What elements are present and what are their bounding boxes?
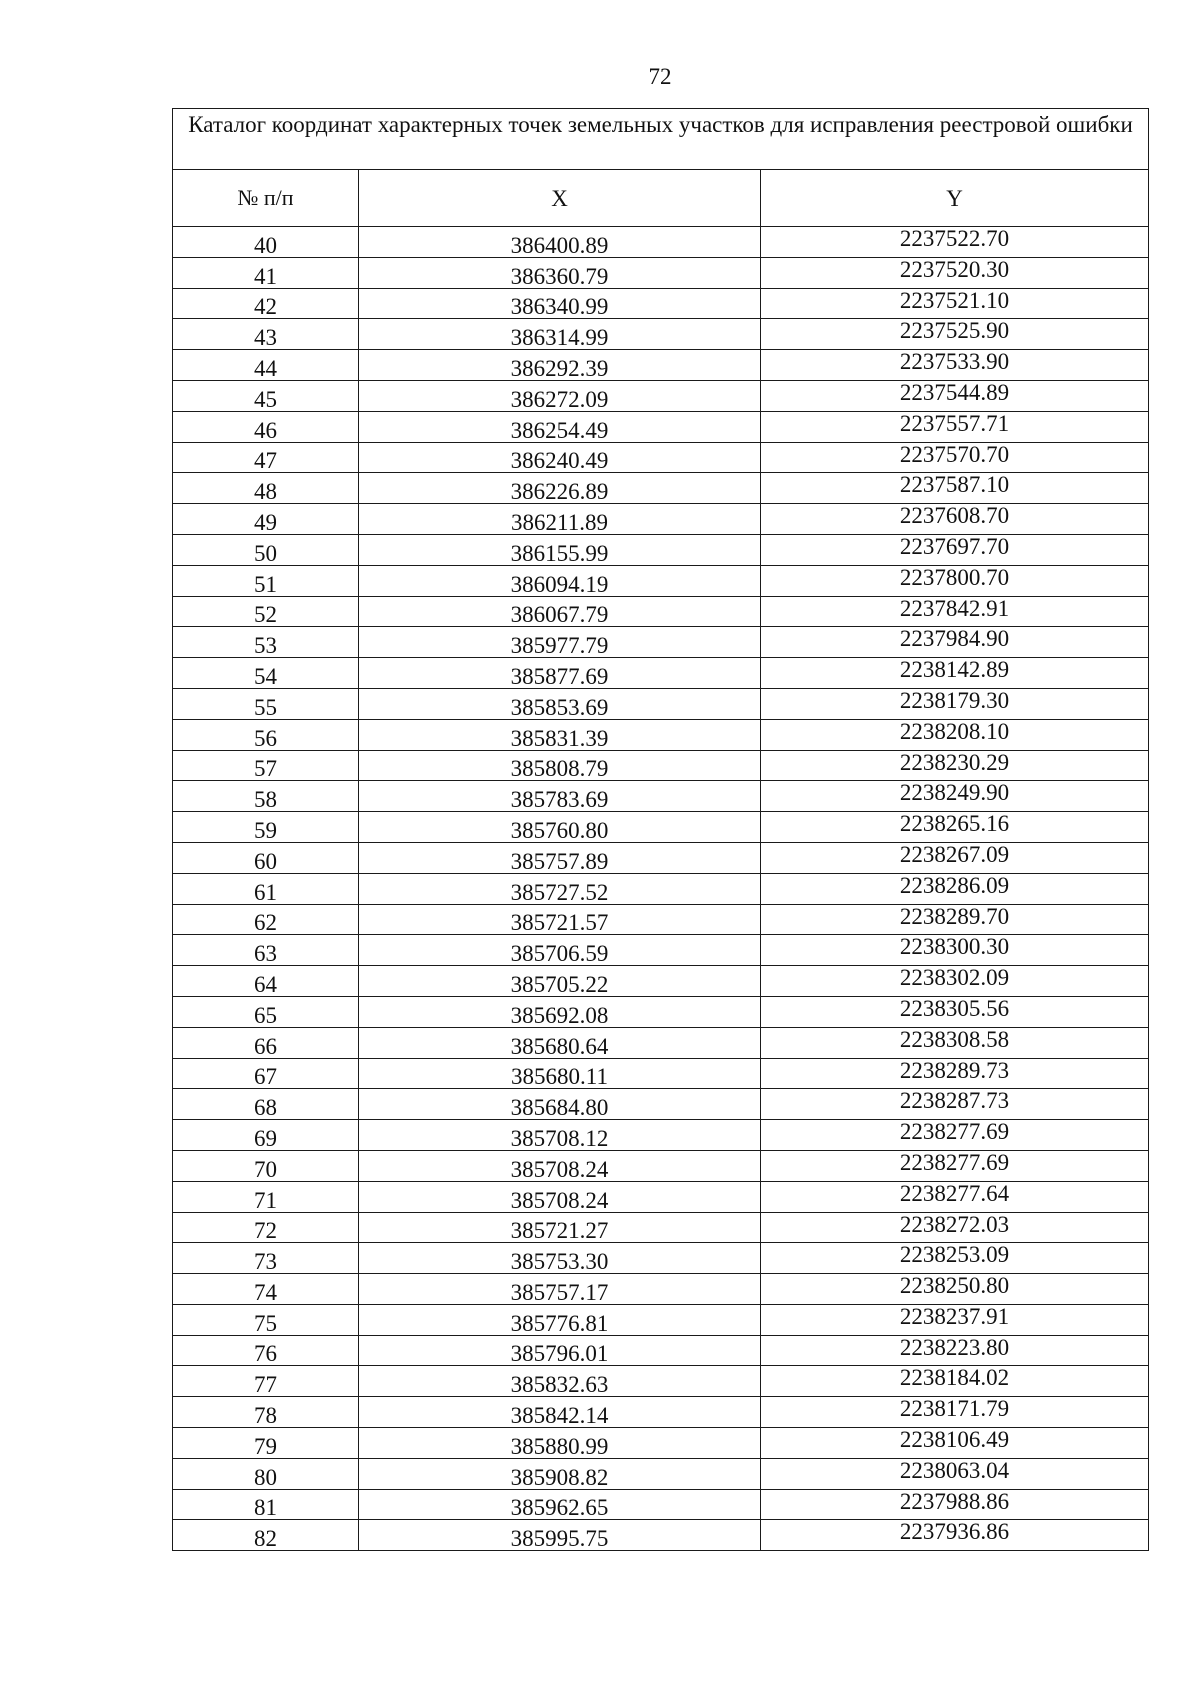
- x-coordinate-cell: 385684.80: [359, 1089, 761, 1120]
- point-number-cell: 59: [173, 812, 359, 843]
- x-coordinate-cell: 385853.69: [359, 688, 761, 719]
- column-header-number: № п/п: [173, 170, 359, 227]
- table-row: [173, 1120, 1149, 1151]
- table-row: [173, 935, 1149, 966]
- table-row: [173, 380, 1149, 411]
- x-coordinate-cell: 386094.19: [359, 565, 761, 596]
- point-number-cell: 63: [173, 935, 359, 966]
- x-coordinate-cell: 385708.24: [359, 1181, 761, 1212]
- table-row: [173, 1304, 1149, 1335]
- x-coordinate-cell: 385692.08: [359, 996, 761, 1027]
- point-number-cell: 76: [173, 1335, 359, 1366]
- table-row: [173, 1335, 1149, 1366]
- y-coordinate-cell: 2238171.79: [761, 1397, 1149, 1428]
- y-coordinate-cell: 2238305.56: [761, 996, 1149, 1027]
- x-coordinate-cell: 386240.49: [359, 442, 761, 473]
- point-number-cell: 40: [173, 227, 359, 258]
- table-row: [173, 812, 1149, 843]
- y-coordinate-cell: 2238237.91: [761, 1304, 1149, 1335]
- point-number-cell: 44: [173, 350, 359, 381]
- table-row: [173, 688, 1149, 719]
- point-number-cell: 49: [173, 504, 359, 535]
- table-row: [173, 1027, 1149, 1058]
- table-row: [173, 873, 1149, 904]
- point-number-cell: 70: [173, 1150, 359, 1181]
- x-coordinate-cell: 386272.09: [359, 380, 761, 411]
- x-coordinate-cell: 385705.22: [359, 966, 761, 997]
- y-coordinate-cell: 2238230.29: [761, 750, 1149, 781]
- point-number-cell: 58: [173, 781, 359, 812]
- y-coordinate-cell: 2238277.64: [761, 1181, 1149, 1212]
- point-number-cell: 47: [173, 442, 359, 473]
- x-coordinate-cell: 385908.82: [359, 1458, 761, 1489]
- x-coordinate-cell: 386360.79: [359, 257, 761, 288]
- x-coordinate-cell: 385796.01: [359, 1335, 761, 1366]
- y-coordinate-cell: 2238265.16: [761, 812, 1149, 843]
- y-coordinate-cell: 2238277.69: [761, 1150, 1149, 1181]
- table-row: [173, 319, 1149, 350]
- x-coordinate-cell: 385776.81: [359, 1304, 761, 1335]
- y-coordinate-cell: 2237520.30: [761, 257, 1149, 288]
- table-row: [173, 1181, 1149, 1212]
- y-coordinate-cell: 2237697.70: [761, 534, 1149, 565]
- table-row: [173, 719, 1149, 750]
- y-coordinate-cell: 2238208.10: [761, 719, 1149, 750]
- table-row: [173, 473, 1149, 504]
- x-coordinate-cell: 385977.79: [359, 627, 761, 658]
- x-coordinate-cell: 385680.64: [359, 1027, 761, 1058]
- point-number-cell: 48: [173, 473, 359, 504]
- y-coordinate-cell: 2238272.03: [761, 1212, 1149, 1243]
- y-coordinate-cell: 2237608.70: [761, 504, 1149, 535]
- point-number-cell: 66: [173, 1027, 359, 1058]
- x-coordinate-cell: 385831.39: [359, 719, 761, 750]
- table-row: [173, 658, 1149, 689]
- point-number-cell: 42: [173, 288, 359, 319]
- coordinates-catalog-table: [172, 108, 1149, 1551]
- x-coordinate-cell: 385760.80: [359, 812, 761, 843]
- point-number-cell: 79: [173, 1428, 359, 1459]
- y-coordinate-cell: 2237936.86: [761, 1520, 1149, 1551]
- x-coordinate-cell: 385757.17: [359, 1274, 761, 1305]
- y-coordinate-cell: 2237522.70: [761, 227, 1149, 258]
- y-coordinate-cell: 2238287.73: [761, 1089, 1149, 1120]
- point-number-cell: 51: [173, 565, 359, 596]
- y-coordinate-cell: 2237525.90: [761, 319, 1149, 350]
- table-row: [173, 1520, 1149, 1551]
- x-coordinate-cell: 386067.79: [359, 596, 761, 627]
- x-coordinate-cell: 385680.11: [359, 1058, 761, 1089]
- x-coordinate-cell: 386254.49: [359, 411, 761, 442]
- y-coordinate-cell: 2237988.86: [761, 1489, 1149, 1520]
- point-number-cell: 78: [173, 1397, 359, 1428]
- point-number-cell: 62: [173, 904, 359, 935]
- column-header-x: X: [359, 170, 761, 227]
- table-row: [173, 1274, 1149, 1305]
- x-coordinate-cell: 385721.57: [359, 904, 761, 935]
- column-header-y: Y: [761, 170, 1149, 227]
- table-row: [173, 350, 1149, 381]
- table-body: [173, 227, 1149, 1551]
- y-coordinate-cell: 2237557.71: [761, 411, 1149, 442]
- point-number-cell: 56: [173, 719, 359, 750]
- table-row: [173, 534, 1149, 565]
- point-number-cell: 75: [173, 1304, 359, 1335]
- point-number-cell: 41: [173, 257, 359, 288]
- y-coordinate-cell: 2238142.89: [761, 658, 1149, 689]
- point-number-cell: 68: [173, 1089, 359, 1120]
- y-coordinate-cell: 2238289.70: [761, 904, 1149, 935]
- table-row: [173, 966, 1149, 997]
- table-row: [173, 1366, 1149, 1397]
- point-number-cell: 60: [173, 842, 359, 873]
- y-coordinate-cell: 2238302.09: [761, 966, 1149, 997]
- y-coordinate-cell: 2237800.70: [761, 565, 1149, 596]
- table-row: [173, 257, 1149, 288]
- y-coordinate-cell: 2238308.58: [761, 1027, 1149, 1058]
- table-title: Каталог координат характерных точек земельных участков для исправления реестровой ошибки: [173, 109, 1149, 170]
- point-number-cell: 43: [173, 319, 359, 350]
- x-coordinate-cell: 385842.14: [359, 1397, 761, 1428]
- table-row: [173, 288, 1149, 319]
- y-coordinate-cell: 2238253.09: [761, 1243, 1149, 1274]
- x-coordinate-cell: 386292.39: [359, 350, 761, 381]
- y-coordinate-cell: 2238267.09: [761, 842, 1149, 873]
- x-coordinate-cell: 386314.99: [359, 319, 761, 350]
- y-coordinate-cell: 2238179.30: [761, 688, 1149, 719]
- x-coordinate-cell: 385721.27: [359, 1212, 761, 1243]
- table-row: [173, 750, 1149, 781]
- y-coordinate-cell: 2237533.90: [761, 350, 1149, 381]
- table-row: [173, 411, 1149, 442]
- x-coordinate-cell: 385727.52: [359, 873, 761, 904]
- x-coordinate-cell: 385783.69: [359, 781, 761, 812]
- table-row: [173, 596, 1149, 627]
- x-coordinate-cell: 385757.89: [359, 842, 761, 873]
- table-row: [173, 904, 1149, 935]
- point-number-cell: 69: [173, 1120, 359, 1151]
- y-coordinate-cell: 2237842.91: [761, 596, 1149, 627]
- y-coordinate-cell: 2238300.30: [761, 935, 1149, 966]
- x-coordinate-cell: 386211.89: [359, 504, 761, 535]
- x-coordinate-cell: 386400.89: [359, 227, 761, 258]
- table-row: [173, 627, 1149, 658]
- point-number-cell: 77: [173, 1366, 359, 1397]
- table-row: [173, 1428, 1149, 1459]
- point-number-cell: 73: [173, 1243, 359, 1274]
- point-number-cell: 82: [173, 1520, 359, 1551]
- y-coordinate-cell: 2237984.90: [761, 627, 1149, 658]
- x-coordinate-cell: 385962.65: [359, 1489, 761, 1520]
- table-row: [173, 996, 1149, 1027]
- point-number-cell: 55: [173, 688, 359, 719]
- point-number-cell: 67: [173, 1058, 359, 1089]
- table-row: [173, 1458, 1149, 1489]
- y-coordinate-cell: 2238063.04: [761, 1458, 1149, 1489]
- y-coordinate-cell: 2237521.10: [761, 288, 1149, 319]
- table-row: [173, 781, 1149, 812]
- x-coordinate-cell: 385877.69: [359, 658, 761, 689]
- table-row: [173, 227, 1149, 258]
- table-row: [173, 565, 1149, 596]
- y-coordinate-cell: 2238289.73: [761, 1058, 1149, 1089]
- point-number-cell: 50: [173, 534, 359, 565]
- point-number-cell: 54: [173, 658, 359, 689]
- y-coordinate-cell: 2238223.80: [761, 1335, 1149, 1366]
- y-coordinate-cell: 2238106.49: [761, 1428, 1149, 1459]
- table-row: [173, 504, 1149, 535]
- point-number-cell: 74: [173, 1274, 359, 1305]
- x-coordinate-cell: 386340.99: [359, 288, 761, 319]
- table-row: [173, 1212, 1149, 1243]
- point-number-cell: 52: [173, 596, 359, 627]
- point-number-cell: 72: [173, 1212, 359, 1243]
- point-number-cell: 61: [173, 873, 359, 904]
- point-number-cell: 80: [173, 1458, 359, 1489]
- x-coordinate-cell: 385832.63: [359, 1366, 761, 1397]
- point-number-cell: 57: [173, 750, 359, 781]
- page-number: 72: [648, 64, 672, 89]
- point-number-cell: 45: [173, 380, 359, 411]
- point-number-cell: 53: [173, 627, 359, 658]
- x-coordinate-cell: 385753.30: [359, 1243, 761, 1274]
- table-row: [173, 1397, 1149, 1428]
- x-coordinate-cell: 385995.75: [359, 1520, 761, 1551]
- y-coordinate-cell: 2237570.70: [761, 442, 1149, 473]
- y-coordinate-cell: 2238286.09: [761, 873, 1149, 904]
- table-row: [173, 1243, 1149, 1274]
- x-coordinate-cell: 386226.89: [359, 473, 761, 504]
- x-coordinate-cell: 385808.79: [359, 750, 761, 781]
- y-coordinate-cell: 2238277.69: [761, 1120, 1149, 1151]
- y-coordinate-cell: 2238184.02: [761, 1366, 1149, 1397]
- point-number-cell: 81: [173, 1489, 359, 1520]
- y-coordinate-cell: 2237544.89: [761, 380, 1149, 411]
- table-row: [173, 442, 1149, 473]
- x-coordinate-cell: 385708.24: [359, 1150, 761, 1181]
- table-row: [173, 1089, 1149, 1120]
- y-coordinate-cell: 2238250.80: [761, 1274, 1149, 1305]
- y-coordinate-cell: 2238249.90: [761, 781, 1149, 812]
- point-number-cell: 65: [173, 996, 359, 1027]
- table-row: [173, 1150, 1149, 1181]
- table-row: [173, 1058, 1149, 1089]
- point-number-cell: 64: [173, 966, 359, 997]
- table-row: [173, 1489, 1149, 1520]
- point-number-cell: 71: [173, 1181, 359, 1212]
- y-coordinate-cell: 2237587.10: [761, 473, 1149, 504]
- point-number-cell: 46: [173, 411, 359, 442]
- x-coordinate-cell: 385708.12: [359, 1120, 761, 1151]
- x-coordinate-cell: 385880.99: [359, 1428, 761, 1459]
- x-coordinate-cell: 386155.99: [359, 534, 761, 565]
- table-row: [173, 842, 1149, 873]
- x-coordinate-cell: 385706.59: [359, 935, 761, 966]
